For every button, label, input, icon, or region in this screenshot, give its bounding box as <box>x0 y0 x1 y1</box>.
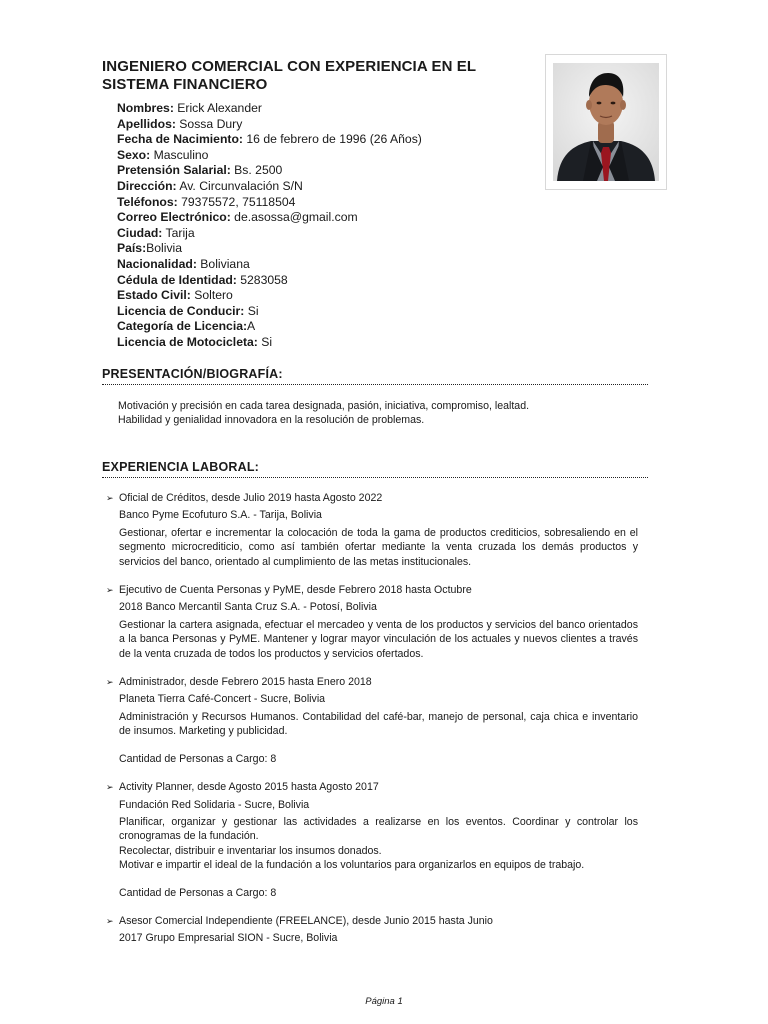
job-description-paragraph: Administración y Recursos Humanos. Contabilidad del café-bar, manejo de personal, caja chica e inventario de insumos. Marketing y publicidad. <box>119 710 638 738</box>
info-value: 5283058 <box>236 272 288 287</box>
info-label: Ciudad: <box>117 225 163 240</box>
title-line-1: INGENIERO COMERCIAL CON EXPERIENCIA EN EL <box>102 58 477 75</box>
job-people-in-charge: Cantidad de Personas a Cargo: 8 <box>119 886 277 899</box>
info-value: Sossa Dury <box>175 116 243 131</box>
info-value: Si <box>257 334 273 349</box>
info-label: País: <box>117 241 147 256</box>
presentation-heading: PRESENTACIÓN/BIOGRAFÍA: <box>102 367 648 385</box>
presentation-line: Habilidad y genialidad innovadora en la resolución de problemas. <box>118 414 425 426</box>
job-people-in-charge: Cantidad de Personas a Cargo: 8 <box>119 752 277 765</box>
info-value: 79375572, 75118504 <box>177 194 296 209</box>
job-entry <box>106 583 638 661</box>
job-company: Planeta Tierra Café-Concert - Sucre, Bolivia <box>119 693 326 706</box>
job-company: Fundación Red Solidaria - Sucre, Bolivia <box>119 798 310 811</box>
info-row-nombres <box>117 101 537 117</box>
job-description-paragraph: Recolectar, distribuir e inventariar los insumos donados. <box>119 844 382 857</box>
job-entry <box>106 675 638 766</box>
info-value: Erick Alexander <box>173 101 262 115</box>
info-row-direccion <box>117 179 537 195</box>
job-description <box>119 710 638 739</box>
experience-heading: EXPERIENCIA LABORAL: <box>102 460 648 478</box>
info-label: Apellidos: <box>117 116 176 131</box>
personal-info <box>117 101 537 351</box>
presentation-text <box>118 399 638 427</box>
info-value: Soltero <box>190 288 233 303</box>
info-row-cedula <box>117 273 537 289</box>
job-company: 2017 Grupo Empresarial SION - Sucre, Bolivia <box>119 932 338 945</box>
job-entry <box>106 914 638 946</box>
arrow-bullet-icon: ➢ <box>106 493 114 503</box>
job-description <box>119 618 638 661</box>
info-row-pretension-salarial <box>117 163 537 179</box>
info-row-pais <box>117 241 537 257</box>
job-company: Banco Pyme Ecofuturo S.A. - Tarija, Bolivia <box>119 509 322 522</box>
job-title: Oficial de Créditos, desde Julio 2019 hasta Agosto 2022 <box>119 492 383 504</box>
info-label: Estado Civil: <box>117 288 191 303</box>
job-description-paragraph: Motivar e impartir el ideal de la fundación a los voluntarios para organizarlos en equipos de trabajo. <box>119 859 585 872</box>
info-label: Nacionalidad: <box>117 256 197 271</box>
job-title: Ejecutivo de Cuenta Personas y PyME, desde Febrero 2018 hasta Octubre <box>119 584 472 597</box>
info-row-apellidos <box>117 117 537 133</box>
info-label: Categoría de Licencia: <box>117 319 248 334</box>
job-entry <box>106 491 638 569</box>
job-title: Asesor Comercial Independiente (FREELANCE), desde Junio 2015 hasta Junio <box>119 914 493 927</box>
info-row-licencia-conducir <box>117 304 537 320</box>
job-description-paragraph: Gestionar la cartera asignada, efectuar el mercadeo y venta de los productos y servicios del banco orientados a la banca Personas y PyME. Mantener y lograr mayor vinculación de los actuales y nuevos clientes a través de la venta cruzada de todos los productos y servicios ofertados. <box>119 618 638 660</box>
info-row-categoria-licencia <box>117 319 537 335</box>
info-row-fecha-nacimiento <box>117 132 537 148</box>
experience-list <box>106 491 638 960</box>
info-value: Boliviana <box>196 256 250 271</box>
info-value: Masculino <box>150 147 209 162</box>
info-row-telefonos <box>117 195 537 211</box>
info-label: Correo Electrónico: <box>117 210 231 225</box>
job-description <box>119 526 638 569</box>
info-label: Sexo: <box>117 147 151 162</box>
page-number: Página 1 <box>365 996 403 1007</box>
info-value: Bolivia <box>146 241 183 256</box>
info-row-nacionalidad <box>117 257 537 273</box>
document-title <box>102 58 512 94</box>
info-label: Teléfonos: <box>117 194 178 209</box>
info-value: de.asossa@gmail.com <box>230 210 358 225</box>
profile-photo <box>545 54 667 190</box>
info-value: Tarija <box>162 225 195 240</box>
info-label: Cédula de Identidad: <box>117 272 237 287</box>
presentation-line: Motivación y precisión en cada tarea designada, pasión, iniciativa, compromiso, lealtad. <box>118 400 530 412</box>
profile-photo-image <box>553 63 659 181</box>
info-value: Av. Circunvalación S/N <box>176 178 303 193</box>
job-description-paragraph: Planificar, organizar y gestionar las actividades a realizarse en los eventos. Coordinar y controlar los cronogramas de la fundación. <box>119 815 638 843</box>
info-label: Pretensión Salarial: <box>117 163 231 178</box>
arrow-bullet-icon: ➢ <box>106 677 114 688</box>
info-row-sexo <box>117 148 537 164</box>
info-value: A <box>247 319 256 334</box>
job-title: Activity Planner, desde Agosto 2015 hasta Agosto 2017 <box>119 781 379 794</box>
job-description <box>119 815 638 873</box>
title-line-2: SISTEMA FINANCIERO <box>102 76 268 93</box>
info-label: Dirección: <box>117 178 177 193</box>
info-value: 16 de febrero de 1996 (26 Años) <box>242 132 422 147</box>
info-row-estado-civil <box>117 288 537 304</box>
info-label: Fecha de Nacimiento: <box>117 132 243 147</box>
job-company: 2018 Banco Mercantil Santa Cruz S.A. - Potosí, Bolivia <box>119 601 377 614</box>
job-title: Administrador, desde Febrero 2015 hasta Enero 2018 <box>119 676 372 689</box>
info-value: Si <box>244 303 259 318</box>
arrow-bullet-icon: ➢ <box>106 782 114 793</box>
info-row-ciudad <box>117 226 537 242</box>
arrow-bullet-icon: ➢ <box>106 915 114 926</box>
info-label: Nombres: <box>117 101 174 115</box>
arrow-bullet-icon: ➢ <box>106 585 114 596</box>
info-label: Licencia de Conducir: <box>117 303 245 318</box>
info-value: Bs. 2500 <box>230 163 283 178</box>
info-row-correo <box>117 210 537 226</box>
info-row-licencia-motocicleta <box>117 335 537 351</box>
job-description-paragraph: Gestionar, ofertar e incrementar la colocación de toda la gama de productos crediticios, sobresaliendo en el segmento microcrediticio, como así también ofertar mediante la venta cruzada los demás productos y servicios del banco, orientado al cumplimiento de las metas institucionales. <box>119 526 638 568</box>
info-label: Licencia de Motocicleta: <box>117 334 258 349</box>
job-entry <box>106 780 638 900</box>
